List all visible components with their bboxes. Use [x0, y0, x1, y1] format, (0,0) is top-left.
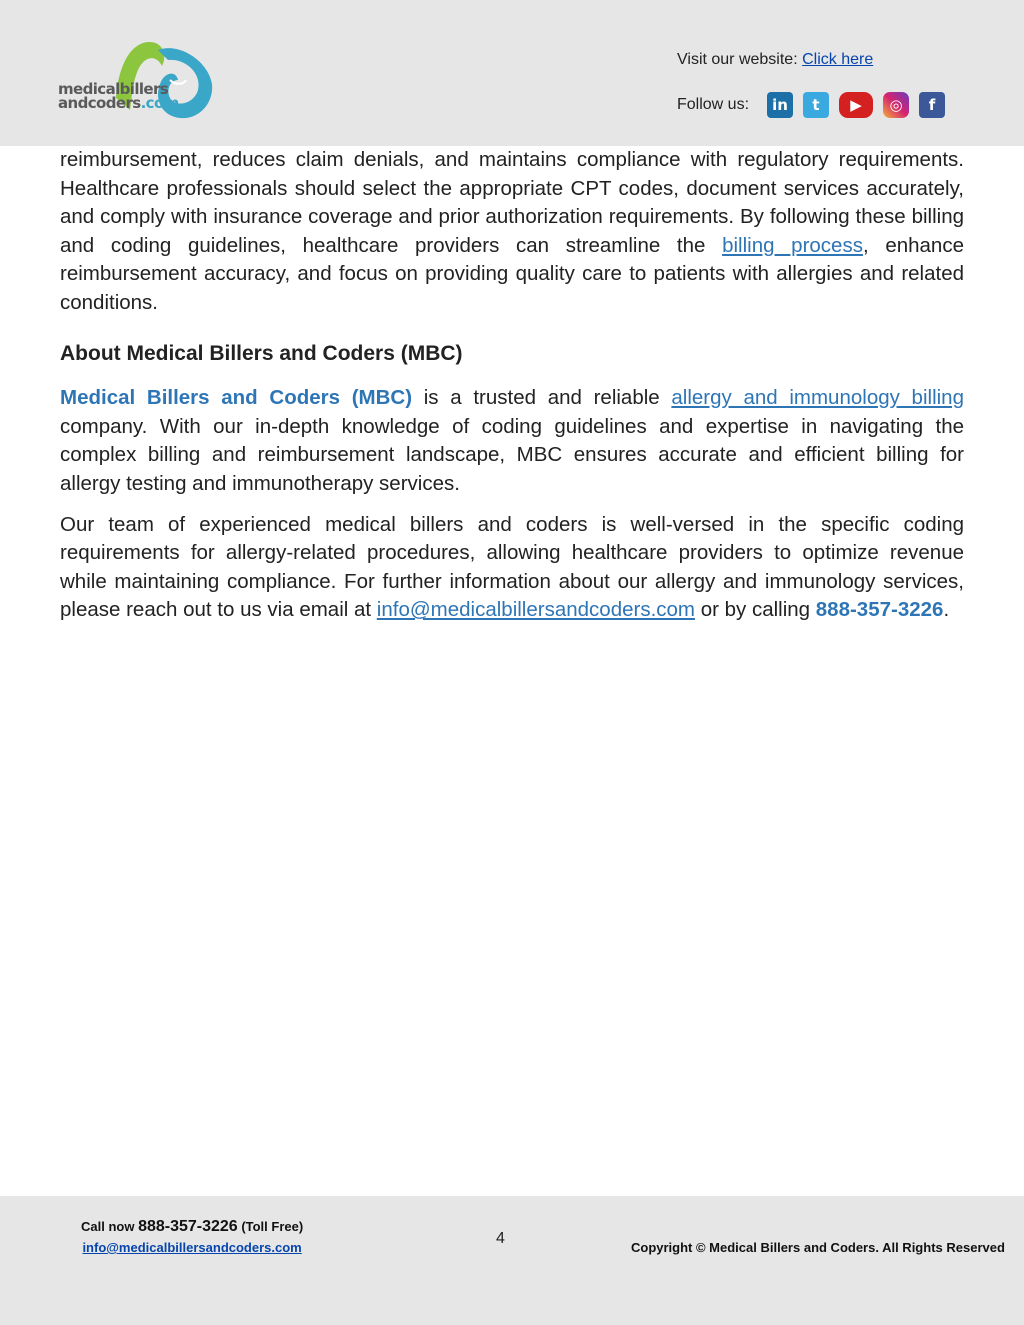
footer-email-link[interactable]: info@medicalbillersandcoders.com — [82, 1240, 302, 1255]
paragraph-contact — [60, 511, 964, 625]
mbc-name: Medical Billers and Coders (MBC) — [60, 386, 413, 410]
footer-contact — [81, 1218, 303, 1255]
footer-call-label: Call now — [81, 1219, 139, 1234]
page-footer — [0, 1196, 1024, 1325]
linkedin-icon[interactable]: in — [767, 92, 793, 118]
page-number: 4 — [496, 1230, 505, 1247]
company-logo[interactable] — [58, 40, 218, 122]
follow-label: Follow us: — [677, 96, 750, 113]
twitter-icon[interactable]: t — [803, 92, 829, 118]
paragraph-about-mbc — [60, 384, 964, 498]
visit-website — [677, 51, 873, 69]
footer-toll-free: (Toll Free) — [237, 1219, 304, 1234]
p2-text-end: company. With our in-depth knowledge of coding guidelines and expertise in navigating the complex billing and reimbursement landscape, MBC ensures accurate and efficient billing for allergy testing and immunotherapy services. — [60, 414, 964, 495]
section-heading: About Medical Billers and Coders (MBC) — [60, 341, 463, 365]
billing-process-link[interactable]: billing process — [722, 233, 863, 257]
p1-text: reimbursement, reduces claim denials, and maintains compliance with regulatory requirements. Healthcare professionals should select the appropriate CPT codes, document services accurately, and comply with insurance coverage and prior authorization requirements. By following these billing and coding guidelines, healthcare providers can streamline the — [60, 148, 964, 257]
logo-line2: andcoders — [58, 94, 141, 112]
youtube-icon[interactable]: ▶ — [839, 92, 873, 118]
copyright-text: Copyright © Medical Billers and Coders. All Rights Reserved — [631, 1240, 1005, 1255]
logo-line1: medicalbillers — [58, 80, 169, 98]
email-link[interactable]: info@medicalbillersandcoders.com — [376, 598, 695, 622]
p3-text-mid: or by calling — [695, 598, 816, 622]
logo-dotcom: .com — [140, 94, 179, 112]
footer-phone[interactable]: 888-357-3226 — [138, 1218, 238, 1235]
paragraph-billing-guidelines — [60, 146, 964, 318]
logo-wordmark — [58, 82, 179, 110]
social-links — [767, 92, 945, 118]
p1-text-end: , enhance reimbursement accuracy, and focus on providing quality care to patients with allergies and related conditions. — [60, 233, 964, 314]
phone-number[interactable]: 888-357-3226 — [815, 598, 944, 622]
facebook-icon[interactable]: f — [919, 92, 945, 118]
allergy-billing-link[interactable]: allergy and immunology billing — [671, 386, 964, 410]
page-header — [0, 0, 1024, 146]
instagram-icon[interactable]: ◎ — [883, 92, 909, 118]
visit-label: Visit our website: — [677, 51, 798, 68]
website-link[interactable]: Click here — [802, 51, 874, 68]
main-content — [60, 146, 964, 637]
p2-text: is a trusted and reliable — [412, 386, 672, 410]
p3-text: Our team of experienced medical billers and coders is well-versed in the specific coding requirements for allergy-related procedures, allowing healthcare providers to optimize revenue while maintaining compliance. For further information about our allergy and immunology services, please reach out to us via email at — [60, 512, 964, 622]
p3-text-end: . — [943, 598, 950, 622]
